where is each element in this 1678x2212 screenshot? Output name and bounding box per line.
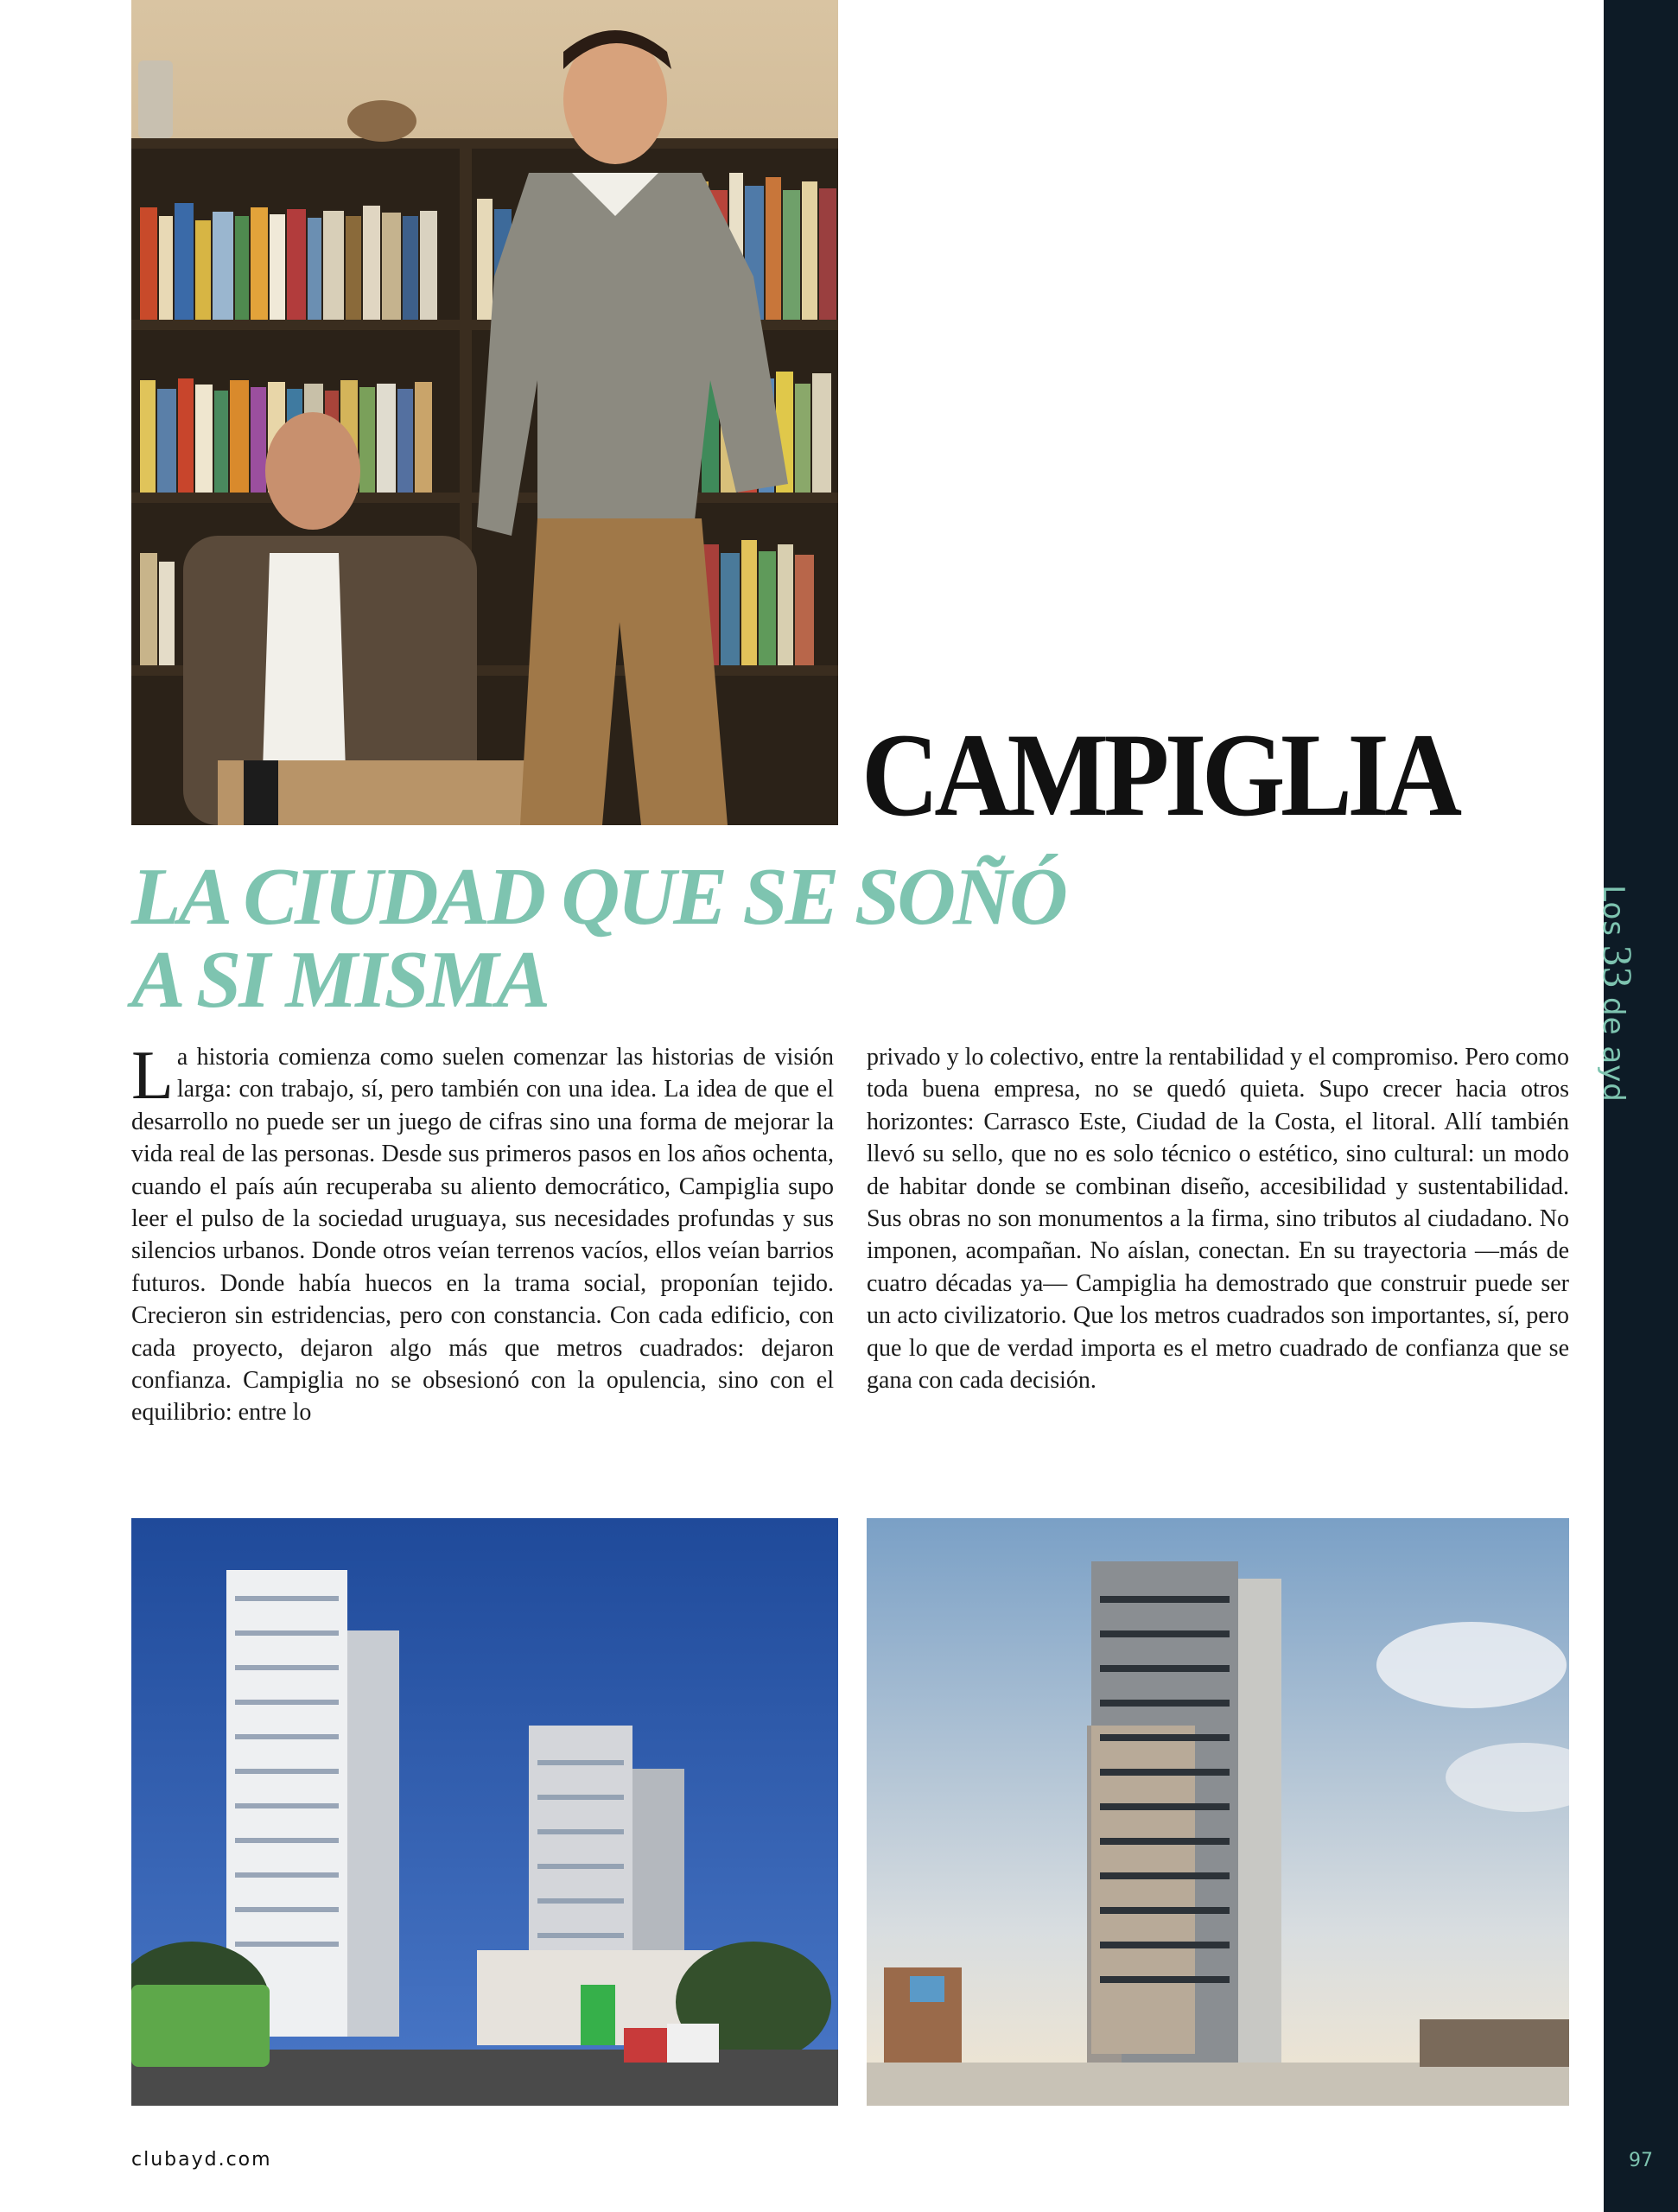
page-number: 97 <box>1629 2150 1653 2171</box>
article-column-2: privado y lo colectivo, entre la rentabilidad y el compromiso. Pero como toda buena empresa, no se quedó quieta. Supo crecer hacia otros horizontes: Carrasco Este, Ciudad de la Costa, el litoral. Allí también llevó su sello, que no es solo técnico o estético, sino cultural: un modo de habitar donde se combinan diseño, accesibilidad y sustentabilidad. Sus obras no son monumentos a la firma, sino tributos al ciudadano. No imponen, acompañan. No aíslan, conectan. En su trayectoria —más de cuatro décadas ya— Campiglia ha demostrado que construir puede ser un acto civilizatorio. Que los metros cuadrados son importantes, sí, pero que lo que de verdad importa es el metro cuadrado de confianza que se gana con cada decisión. <box>867 1044 1569 1395</box>
website-url: clubayd.com <box>131 2149 272 2171</box>
article-column-1 <box>131 1038 834 1429</box>
sidebar-band <box>1604 0 1678 2212</box>
portrait-photo <box>131 0 838 825</box>
article-subtitle <box>131 852 1168 1025</box>
drop-cap: L <box>131 1038 174 1114</box>
section-label-number: 33 <box>1594 945 1640 989</box>
buildings-photo-right <box>867 1518 1569 2106</box>
section-label-suffix: de ayd <box>1596 997 1630 1103</box>
article-title: CAMPIGLIA <box>861 709 1458 841</box>
subtitle-line-1: LA CIUDAD QUE SE SOÑÓ <box>131 852 1065 942</box>
column-1-text: a historia comienza como suelen comenzar las historias de visión larga: con trabajo, sí, pero también con una idea. La idea de que el desarrollo no puede ser un juego de cifras sino una forma de mejorar la vida real de las personas. Desde sus primeros pasos en los años ochenta, cuando el país aún recuperaba su aliento democrático, Campiglia supo leer el pulso de la sociedad uruguaya, sus necesidades profundas y sus silencios urbanos. Donde otros veían terrenos vacíos, ellos veían barrios futuros. Donde había huecos en la trama social, proponían tejido. Crecieron sin estridencias, pero con constancia. Con cada edificio, con cada proyecto, dejaron algo más que metros cuadrados: dejaron confianza. Campiglia no se obsesionó con la opulencia, sino con el equilibrio: entre lo <box>131 1044 834 1427</box>
section-label-prefix: Los <box>1596 885 1630 938</box>
section-label <box>1593 885 1641 1103</box>
subtitle-line-2: A SI MISMA <box>131 935 549 1025</box>
buildings-photo-left <box>131 1518 838 2106</box>
